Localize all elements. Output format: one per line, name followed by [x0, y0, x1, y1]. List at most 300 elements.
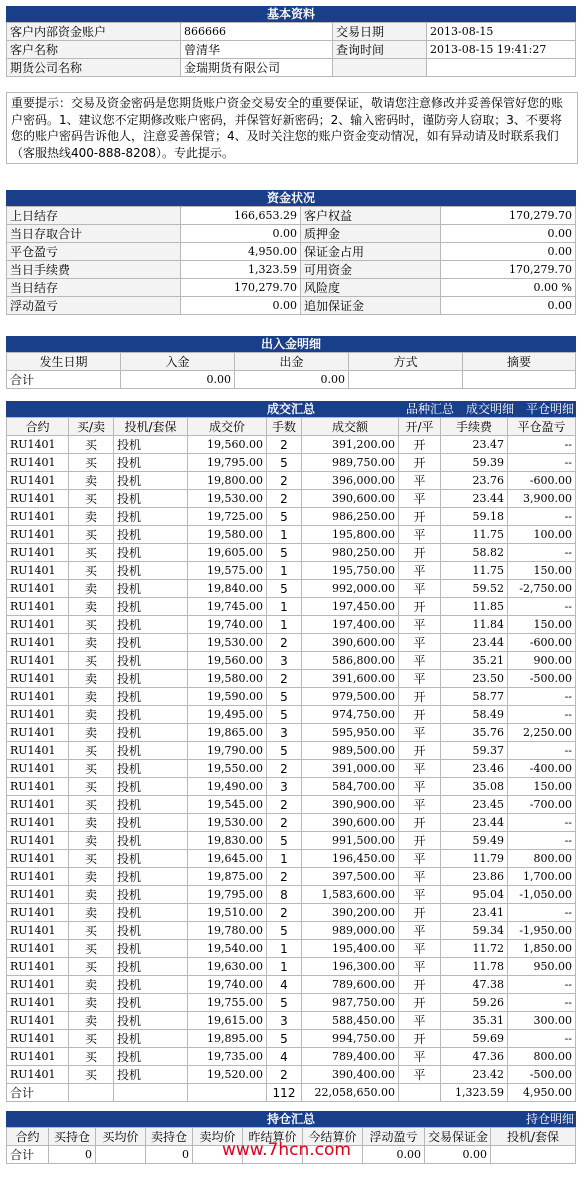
trade-cell: 平	[399, 886, 441, 904]
trades-link-0[interactable]: 品种汇总	[405, 402, 454, 416]
trade-cell: 195,400.00	[302, 940, 399, 958]
trade-cell: 19,575.00	[188, 562, 267, 580]
funds-label: 客户权益	[301, 207, 441, 225]
trade-cell: 588,450.00	[302, 1012, 399, 1030]
funds-label: 当日手续费	[7, 261, 181, 279]
trade-cell: 584,700.00	[302, 778, 399, 796]
trade-cell: RU1401	[7, 742, 69, 760]
trade-cell: 平	[399, 616, 441, 634]
trade-cell: RU1401	[7, 526, 69, 544]
trade-cell: 1,583,600.00	[302, 886, 399, 904]
trades-total-cell	[69, 1084, 114, 1102]
trade-cell: 595,950.00	[302, 724, 399, 742]
trade-cell: RU1401	[7, 1066, 69, 1084]
trade-cell: 平	[399, 1012, 441, 1030]
trade-cell: 19,510.00	[188, 904, 267, 922]
trade-cell: 5	[267, 544, 302, 562]
trade-cell: 买	[69, 1030, 114, 1048]
trade-cell: 390,600.00	[302, 490, 399, 508]
funds-value: 170,279.70	[441, 261, 576, 279]
trade-cell: 11.78	[441, 958, 508, 976]
trade-cell: 1	[267, 598, 302, 616]
deposits-header: 摘要	[463, 353, 576, 371]
trades-header: 手数	[267, 418, 302, 436]
trade-row	[7, 760, 576, 778]
basic-label: 客户内部资金账户	[7, 23, 181, 41]
trade-cell: 投机	[114, 562, 188, 580]
trade-cell: 986,250.00	[302, 508, 399, 526]
trade-row	[7, 958, 576, 976]
trade-cell: 5	[267, 508, 302, 526]
trade-cell: 平	[399, 580, 441, 598]
trade-cell: 19,550.00	[188, 760, 267, 778]
trade-cell: 开	[399, 1030, 441, 1048]
positions-header: 卖均价	[193, 1128, 243, 1146]
trade-cell: RU1401	[7, 490, 69, 508]
trades-total-cell: 22,058,650.00	[302, 1084, 399, 1102]
trade-cell: --	[508, 904, 576, 922]
deposits-header: 出金	[235, 353, 349, 371]
trade-cell: RU1401	[7, 616, 69, 634]
trade-cell: 390,600.00	[302, 634, 399, 652]
trade-cell: -500.00	[508, 670, 576, 688]
trade-cell: 5	[267, 994, 302, 1012]
trade-cell: --	[508, 544, 576, 562]
trade-cell: 58.77	[441, 688, 508, 706]
position-detail-link[interactable]: 持仓明细	[525, 1112, 574, 1126]
trade-cell: 397,500.00	[302, 868, 399, 886]
trade-cell: 974,750.00	[302, 706, 399, 724]
trade-cell: 投机	[114, 634, 188, 652]
trade-cell: 5	[267, 454, 302, 472]
trade-cell: 投机	[114, 778, 188, 796]
trade-cell: 卖	[69, 580, 114, 598]
funds-label: 风险度	[301, 279, 441, 297]
trade-cell: 59.26	[441, 994, 508, 1012]
trade-row	[7, 1048, 576, 1066]
trades-title-bar	[6, 401, 576, 417]
trade-cell: 卖	[69, 832, 114, 850]
trade-cell: 4	[267, 1048, 302, 1066]
trade-cell: 投机	[114, 976, 188, 994]
trade-row	[7, 544, 576, 562]
trade-cell: 2	[267, 634, 302, 652]
trade-cell: 投机	[114, 472, 188, 490]
trade-row	[7, 886, 576, 904]
positions-total-cell: 0.00	[425, 1146, 491, 1164]
trade-cell: 59.69	[441, 1030, 508, 1048]
trade-cell: 19,580.00	[188, 670, 267, 688]
trade-cell: 开	[399, 976, 441, 994]
trade-cell: 平	[399, 940, 441, 958]
trade-cell: 2	[267, 670, 302, 688]
trade-cell: 391,600.00	[302, 670, 399, 688]
trade-cell: 3	[267, 778, 302, 796]
trade-row	[7, 670, 576, 688]
trade-cell: 19,790.00	[188, 742, 267, 760]
trades-header: 成交价	[188, 418, 267, 436]
trade-row	[7, 706, 576, 724]
trade-cell: 19,615.00	[188, 1012, 267, 1030]
trade-cell: 19,645.00	[188, 850, 267, 868]
trade-cell: 平	[399, 724, 441, 742]
trade-cell: 5	[267, 580, 302, 598]
trade-cell: --	[508, 706, 576, 724]
trade-cell: 11.72	[441, 940, 508, 958]
funds-value: 0.00	[181, 297, 301, 315]
trade-cell: 19,490.00	[188, 778, 267, 796]
trades-links	[394, 401, 574, 417]
basic-value: 2013-08-15	[427, 23, 576, 41]
trade-cell: 800.00	[508, 1048, 576, 1066]
trade-cell: 投机	[114, 796, 188, 814]
trades-total-cell	[188, 1084, 267, 1102]
trade-cell: RU1401	[7, 778, 69, 796]
deposits-total-cell	[349, 371, 463, 389]
deposits-header: 方式	[349, 353, 463, 371]
trade-cell: 平	[399, 796, 441, 814]
trades-header: 手续费	[441, 418, 508, 436]
trade-cell: 19,735.00	[188, 1048, 267, 1066]
trade-cell: 195,800.00	[302, 526, 399, 544]
trade-cell: 买	[69, 1048, 114, 1066]
trade-cell: 5	[267, 688, 302, 706]
trade-cell: 1	[267, 958, 302, 976]
trade-cell: 投机	[114, 742, 188, 760]
trade-cell: RU1401	[7, 976, 69, 994]
trade-cell: RU1401	[7, 796, 69, 814]
basic-value: 金瑞期货有限公司	[181, 59, 333, 77]
trade-cell: 4	[267, 976, 302, 994]
positions-header: 交易保证金	[425, 1128, 491, 1146]
watermark-text: www.7hcn.com	[222, 1140, 351, 1160]
trades-table	[6, 417, 576, 1102]
trade-row	[7, 508, 576, 526]
trade-cell: RU1401	[7, 1012, 69, 1030]
trade-cell: 19,780.00	[188, 922, 267, 940]
trade-cell: 23.44	[441, 490, 508, 508]
trade-cell: 989,000.00	[302, 922, 399, 940]
trade-cell: 950.00	[508, 958, 576, 976]
trade-cell: RU1401	[7, 994, 69, 1012]
trade-cell: -1,950.00	[508, 922, 576, 940]
trade-cell: 平	[399, 490, 441, 508]
trade-cell: 2	[267, 904, 302, 922]
trade-row	[7, 994, 576, 1012]
trade-row	[7, 472, 576, 490]
trade-cell: -1,050.00	[508, 886, 576, 904]
basic-label: 客户名称	[7, 41, 181, 59]
funds-row	[7, 207, 576, 225]
trade-cell: 980,250.00	[302, 544, 399, 562]
trade-cell: 23.45	[441, 796, 508, 814]
trade-cell: 47.36	[441, 1048, 508, 1066]
basic-info-row	[7, 23, 576, 41]
funds-row	[7, 279, 576, 297]
positions-total-cell: 0	[49, 1146, 96, 1164]
trade-row	[7, 814, 576, 832]
trades-total-cell	[399, 1084, 441, 1102]
trade-cell: RU1401	[7, 436, 69, 454]
trade-cell: 987,750.00	[302, 994, 399, 1012]
trade-cell: 平	[399, 922, 441, 940]
trade-row	[7, 436, 576, 454]
trade-cell: 150.00	[508, 616, 576, 634]
trade-cell: 平	[399, 670, 441, 688]
funds-title: 资金状况	[6, 190, 576, 206]
trade-cell: RU1401	[7, 688, 69, 706]
trade-cell: 投机	[114, 670, 188, 688]
trade-cell: 投机	[114, 436, 188, 454]
funds-value: 0.00 %	[441, 279, 576, 297]
trade-row	[7, 976, 576, 994]
trade-cell: 买	[69, 526, 114, 544]
trade-cell: 买	[69, 436, 114, 454]
trades-header: 成交额	[302, 418, 399, 436]
trade-cell: 买	[69, 562, 114, 580]
deposits-total-cell: 0.00	[235, 371, 349, 389]
funds-value: 4,950.00	[181, 243, 301, 261]
trade-row	[7, 922, 576, 940]
trade-cell: 19,800.00	[188, 472, 267, 490]
trade-cell: 994,750.00	[302, 1030, 399, 1048]
trade-cell: RU1401	[7, 580, 69, 598]
trade-cell: 买	[69, 742, 114, 760]
trade-cell: 买	[69, 940, 114, 958]
funds-table	[6, 206, 576, 315]
trades-link-1[interactable]: 成交明细	[465, 402, 514, 416]
trade-row	[7, 580, 576, 598]
trade-cell: 1	[267, 850, 302, 868]
trade-cell: 35.08	[441, 778, 508, 796]
trade-cell: 19,545.00	[188, 796, 267, 814]
trade-cell: RU1401	[7, 760, 69, 778]
trade-cell: 58.49	[441, 706, 508, 724]
trade-row	[7, 742, 576, 760]
trade-row	[7, 490, 576, 508]
trade-row	[7, 940, 576, 958]
funds-label: 可用资金	[301, 261, 441, 279]
deposits-total-cell	[463, 371, 576, 389]
trade-cell: RU1401	[7, 598, 69, 616]
basic-info-title: 基本资料	[6, 6, 576, 22]
trade-cell: 5	[267, 922, 302, 940]
trades-link-2[interactable]: 平仓明细	[525, 402, 574, 416]
trade-cell: 卖	[69, 670, 114, 688]
trade-cell: 19,830.00	[188, 832, 267, 850]
trade-cell: 391,000.00	[302, 760, 399, 778]
trade-row	[7, 562, 576, 580]
trade-cell: 投机	[114, 526, 188, 544]
trade-cell: 2	[267, 760, 302, 778]
trade-cell: 35.31	[441, 1012, 508, 1030]
positions-total-cell	[96, 1146, 146, 1164]
positions-total-cell: 0	[146, 1146, 193, 1164]
trade-cell: RU1401	[7, 922, 69, 940]
trade-cell: 58.82	[441, 544, 508, 562]
trade-cell: 买	[69, 760, 114, 778]
trade-cell: RU1401	[7, 868, 69, 886]
trade-cell: 992,000.00	[302, 580, 399, 598]
funds-label: 浮动盈亏	[7, 297, 181, 315]
trade-cell: 卖	[69, 706, 114, 724]
funds-row	[7, 297, 576, 315]
trade-row	[7, 796, 576, 814]
trade-cell: 投机	[114, 994, 188, 1012]
trade-cell: 196,450.00	[302, 850, 399, 868]
funds-label: 质押金	[301, 225, 441, 243]
trade-cell: 11.75	[441, 526, 508, 544]
trade-cell: 5	[267, 706, 302, 724]
trade-cell: 卖	[69, 1012, 114, 1030]
trade-cell: 2	[267, 868, 302, 886]
trade-cell: 11.79	[441, 850, 508, 868]
trade-cell: 23.41	[441, 904, 508, 922]
trade-cell: 买	[69, 922, 114, 940]
trade-cell: 59.49	[441, 832, 508, 850]
trade-cell: 投机	[114, 454, 188, 472]
trade-cell: 平	[399, 562, 441, 580]
trade-cell: 8	[267, 886, 302, 904]
trade-cell: 平	[399, 1066, 441, 1084]
trade-cell: 789,600.00	[302, 976, 399, 994]
trade-cell: RU1401	[7, 724, 69, 742]
deposits-total-cell: 合计	[7, 371, 121, 389]
trade-cell: 11.85	[441, 598, 508, 616]
trade-cell: 59.39	[441, 454, 508, 472]
trade-cell: 3	[267, 724, 302, 742]
trade-cell: 1	[267, 526, 302, 544]
trade-cell: --	[508, 508, 576, 526]
positions-header: 投机/套保	[491, 1128, 576, 1146]
trade-cell: 开	[399, 544, 441, 562]
trade-cell: 平	[399, 652, 441, 670]
trade-cell: 投机	[114, 616, 188, 634]
trade-cell: 59.37	[441, 742, 508, 760]
trade-cell: 5	[267, 1030, 302, 1048]
positions-total-cell	[491, 1146, 576, 1164]
trade-cell: 19,725.00	[188, 508, 267, 526]
positions-total-cell: 0.00	[363, 1146, 425, 1164]
trade-cell: 投机	[114, 850, 188, 868]
trades-total-cell: 4,950.00	[508, 1084, 576, 1102]
trade-cell: 59.34	[441, 922, 508, 940]
funds-row	[7, 261, 576, 279]
trades-total-cell: 112	[267, 1084, 302, 1102]
trade-cell: 投机	[114, 922, 188, 940]
trade-cell: 开	[399, 904, 441, 922]
trade-cell: 23.76	[441, 472, 508, 490]
funds-label: 上日结存	[7, 207, 181, 225]
trades-header: 合约	[7, 418, 69, 436]
trade-cell: 1,700.00	[508, 868, 576, 886]
positions-header: 买持仓	[49, 1128, 96, 1146]
trade-cell: 投机	[114, 832, 188, 850]
trade-cell: 2	[267, 796, 302, 814]
trade-cell: 19,755.00	[188, 994, 267, 1012]
trade-cell: 买	[69, 454, 114, 472]
trade-cell: 2	[267, 436, 302, 454]
trade-cell: 投机	[114, 1030, 188, 1048]
trade-cell: --	[508, 976, 576, 994]
trade-cell: 23.47	[441, 436, 508, 454]
trade-cell: 19,895.00	[188, 1030, 267, 1048]
trade-cell: 开	[399, 688, 441, 706]
funds-value: 0.00	[441, 225, 576, 243]
trade-cell: --	[508, 598, 576, 616]
trade-cell: RU1401	[7, 634, 69, 652]
trade-cell: 平	[399, 526, 441, 544]
trade-cell: 投机	[114, 1012, 188, 1030]
trade-cell: 5	[267, 742, 302, 760]
trade-cell: 23.42	[441, 1066, 508, 1084]
trade-cell: 投机	[114, 868, 188, 886]
trade-cell: 2	[267, 1066, 302, 1084]
trade-cell: RU1401	[7, 958, 69, 976]
funds-value: 170,279.70	[181, 279, 301, 297]
trade-cell: 买	[69, 490, 114, 508]
trade-cell: 19,840.00	[188, 580, 267, 598]
trade-cell: 卖	[69, 886, 114, 904]
deposits-table	[6, 352, 576, 389]
trade-row	[7, 1012, 576, 1030]
trade-cell: RU1401	[7, 904, 69, 922]
funds-label: 当日结存	[7, 279, 181, 297]
trade-cell: 100.00	[508, 526, 576, 544]
trade-cell: 35.76	[441, 724, 508, 742]
trade-cell: 800.00	[508, 850, 576, 868]
trade-cell: RU1401	[7, 850, 69, 868]
trade-cell: 19,530.00	[188, 490, 267, 508]
trades-header: 买/卖	[69, 418, 114, 436]
funds-label: 当日存取合计	[7, 225, 181, 243]
trade-cell: 197,400.00	[302, 616, 399, 634]
trade-cell: 197,450.00	[302, 598, 399, 616]
trade-cell: -600.00	[508, 634, 576, 652]
positions-header: 合约	[7, 1128, 49, 1146]
trade-cell: 19,590.00	[188, 688, 267, 706]
trade-cell: 卖	[69, 976, 114, 994]
trade-cell: 59.52	[441, 580, 508, 598]
trade-cell: 投机	[114, 1066, 188, 1084]
trade-cell: RU1401	[7, 508, 69, 526]
trade-cell: 投机	[114, 904, 188, 922]
trade-cell: 卖	[69, 868, 114, 886]
trade-cell: 95.04	[441, 886, 508, 904]
trade-cell: --	[508, 994, 576, 1012]
basic-info-row	[7, 59, 576, 77]
trade-cell: 卖	[69, 688, 114, 706]
trade-cell: 23.50	[441, 670, 508, 688]
trades-header: 投机/套保	[114, 418, 188, 436]
basic-label: 查询时间	[333, 41, 427, 59]
deposits-title: 出入金明细	[6, 336, 576, 352]
trade-cell: 19,740.00	[188, 976, 267, 994]
trade-cell: --	[508, 454, 576, 472]
trade-cell: 1,850.00	[508, 940, 576, 958]
funds-label: 平仓盈亏	[7, 243, 181, 261]
basic-info-section	[6, 6, 576, 77]
trade-cell: 卖	[69, 814, 114, 832]
trade-cell: 开	[399, 814, 441, 832]
trade-cell: 19,875.00	[188, 868, 267, 886]
trade-row	[7, 454, 576, 472]
trade-cell: 196,300.00	[302, 958, 399, 976]
basic-info-table	[6, 22, 576, 77]
trade-row	[7, 616, 576, 634]
trade-cell: 开	[399, 742, 441, 760]
trade-cell: 买	[69, 778, 114, 796]
